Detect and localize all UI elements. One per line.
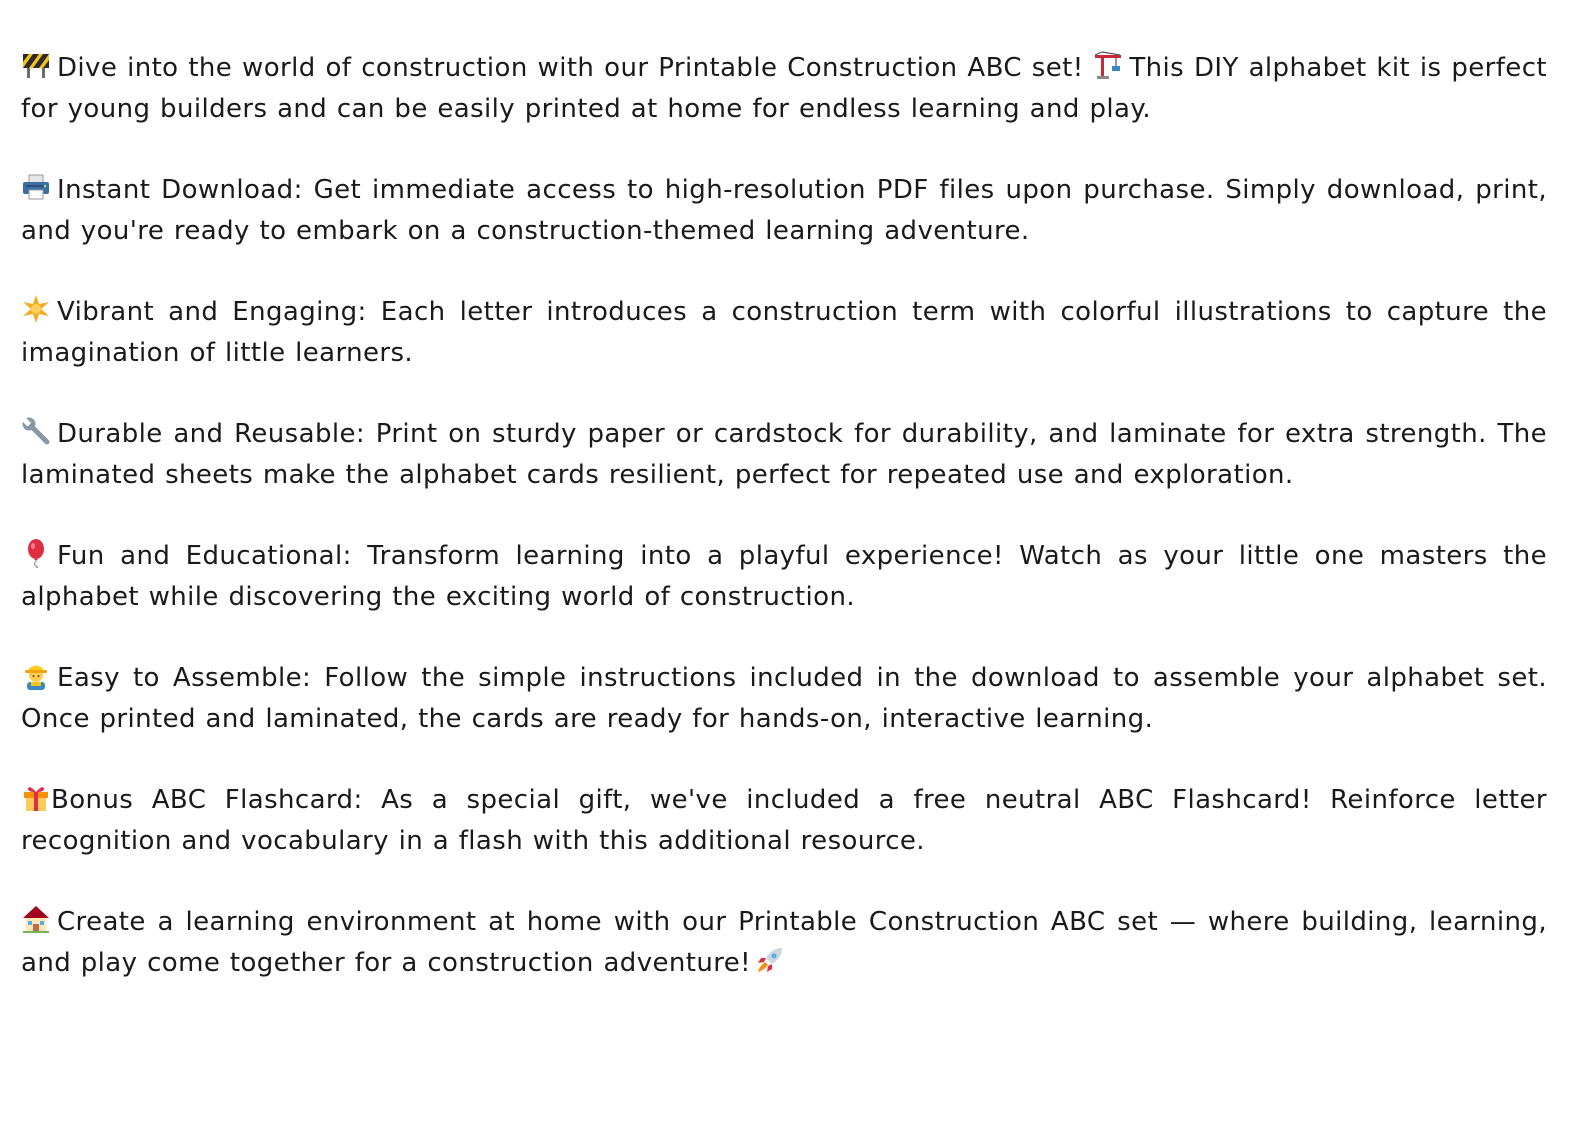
- closing-text: Create a learning environment at home with our Printable Construction ABC set — where building, learning, and play come together for a construction adventure!: [21, 907, 1547, 978]
- instant-download-paragraph: [21, 170, 1547, 252]
- fun-educational-paragraph: [21, 536, 1547, 618]
- bonus-flashcard-paragraph: [21, 780, 1547, 862]
- closing-paragraph: [21, 902, 1547, 984]
- intro-paragraph: [21, 48, 1547, 130]
- fun-educational-text: Fun and Educational: Transform learning into a playful experience! Watch as your little one masters the alphabet while discovering the exciting world of construction.: [21, 541, 1547, 612]
- balloon-icon: [21, 538, 51, 568]
- easy-assemble-paragraph: [21, 658, 1547, 740]
- intro-text-end: This DIY alphabet kit is perfect for young builders and can be easily printed at home for endless learning and play.: [21, 53, 1547, 124]
- durable-reusable-paragraph: [21, 414, 1547, 496]
- instant-download-text: Instant Download: Get immediate access to high-resolution PDF files upon purchase. Simply download, print, and you're ready to embark on a construction-themed learning adventure.: [21, 175, 1547, 246]
- printer-icon: [21, 172, 51, 202]
- vibrant-engaging-text: Vibrant and Engaging: Each letter introduces a construction term with colorful illustrations to capture the imagination of little learners.: [21, 297, 1547, 368]
- easy-assemble-text: Easy to Assemble: Follow the simple instructions included in the download to assemble your alphabet set. Once printed and laminated, the cards are ready for hands-on, interactive learning.: [21, 663, 1547, 734]
- product-description: [21, 48, 1547, 984]
- vibrant-engaging-paragraph: [21, 292, 1547, 374]
- durable-reusable-text: Durable and Reusable: Print on sturdy paper or cardstock for durability, and laminate for extra strength. The laminated sheets make the alphabet cards resilient, perfect for repeated use and exploration.: [21, 419, 1547, 490]
- rocket-icon: [755, 945, 785, 975]
- bonus-flashcard-text: Bonus ABC Flashcard: As a special gift, we've included a free neutral ABC Flashcard! Reinforce letter recognition and vocabulary in a flash with this additional resource.: [21, 785, 1547, 856]
- wrench-icon: [21, 416, 51, 446]
- sparkle-star-icon: [21, 294, 51, 324]
- construction-worker-icon: [21, 660, 51, 690]
- house-icon: [21, 904, 51, 934]
- construction-sign-icon: [21, 50, 51, 80]
- crane-icon: [1093, 50, 1123, 80]
- gift-icon: [21, 782, 51, 812]
- intro-text-start: Dive into the world of construction with our Printable Construction ABC set!: [57, 53, 1084, 83]
